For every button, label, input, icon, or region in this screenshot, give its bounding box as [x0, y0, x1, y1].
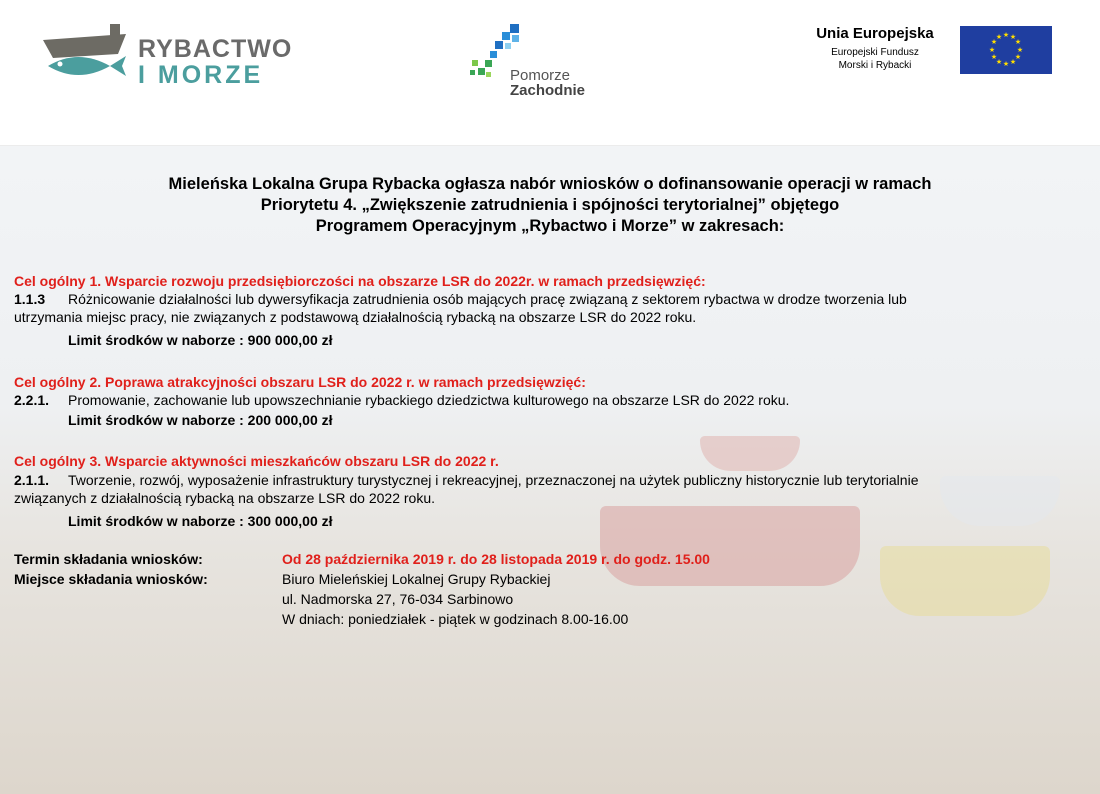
- section-1-heading: Cel ogólny 1. Wsparcie rozwoju przedsiębiorczości na obszarze LSR do 2022r. w ramach przedsięwzięć:: [14, 273, 706, 289]
- svg-text:★: ★: [1014, 38, 1022, 46]
- announcement-title-line3: Programem Operacyjnym „Rybactwo i Morze” w zakresach:: [315, 217, 785, 235]
- section-1-item: [14, 290, 1076, 326]
- place-line3: W dniach: poniedziałek - piątek w godzinach 8.00-16.00: [282, 611, 629, 627]
- section-3-limit: Limit środków w naborze : 300 000,00 zł: [68, 513, 333, 529]
- svg-text:★: ★: [1009, 58, 1017, 66]
- section-3-text-line1: Tworzenie, rozwój, wyposażenie infrastruktury turystycznej i rekreacyjnej, przeznaczonej na użytek publiczny historycznie lub terytorialnie: [68, 472, 919, 488]
- section-2-heading: Cel ogólny 2. Poprawa atrakcyjności obszaru LSR do 2022 r. w ramach przedsięwzięć:: [14, 374, 586, 390]
- section-3-heading: Cel ogólny 3. Wsparcie aktywności mieszkańców obszaru LSR do 2022 r.: [14, 453, 499, 469]
- svg-text:★: ★: [988, 46, 996, 54]
- announcement-title: [0, 174, 1100, 237]
- announcement-title-line1: Mieleńska Lokalna Grupa Rybacka ogłasza nabór wniosków o dofinansowanie operacji w ramach: [168, 175, 932, 193]
- section-1-limit: Limit środków w naborze : 900 000,00 zł: [68, 332, 333, 348]
- section-2-limit: Limit środków w naborze : 200 000,00 zł: [68, 412, 333, 428]
- section-3-code: 2.1.1.: [14, 472, 50, 488]
- pomorze-logo-line1: Pomorze: [510, 67, 571, 84]
- svg-text:★: ★: [1016, 46, 1024, 54]
- svg-text:★: ★: [1009, 33, 1017, 41]
- place-label: Miejsce składania wniosków:: [14, 571, 208, 587]
- section-2-item: [14, 391, 1076, 409]
- section-2-text-line1: Promowanie, zachowanie lub upowszechnianie rybackiego dziedzictwa kulturowego na obszarze LSR do 2022 roku.: [68, 392, 790, 408]
- svg-text:★: ★: [995, 58, 1003, 66]
- section-1-code: 1.1.3: [14, 291, 46, 307]
- section-3-text-line2: związanych z działalnością rybacką na obszarze LSR do 2022 roku.: [14, 490, 436, 506]
- svg-text:★: ★: [1002, 31, 1010, 39]
- eu-title: Unia Europejska: [816, 25, 934, 42]
- svg-text:★: ★: [995, 33, 1003, 41]
- section-3-item: [14, 471, 1076, 507]
- section-1-text-line1: Różnicowanie działalności lub dywersyfikacja zatrudnienia osób mających pracę związaną z sektorem rybactwa w drodze tworzenia lub: [68, 291, 907, 307]
- eu-subtitle-line2: Morski i Rybacki: [838, 60, 912, 71]
- announcement-title-line2: Priorytetu 4. „Zwiększenie zatrudnienia i spójności terytorialnej” objętego: [260, 196, 840, 214]
- section-1-text-line2: utrzymania miejsc pracy, nie związanych z podstawową działalnością rybacką na obszarze LSR do 2022 roku.: [14, 309, 697, 325]
- place-line2: ul. Nadmorska 27, 76-034 Sarbinowo: [282, 591, 514, 607]
- svg-text:★: ★: [990, 53, 998, 61]
- rybactwo-logo-line1: RYBACTWO: [138, 35, 293, 63]
- pomorze-logo-line2: Zachodnie: [510, 82, 586, 99]
- deadline-value: Od 28 października 2019 r. do 28 listopada 2019 r. do godz. 15.00: [282, 551, 710, 567]
- rybactwo-logo-line2: I MORZE: [138, 61, 264, 89]
- svg-text:★: ★: [1014, 53, 1022, 61]
- svg-text:★: ★: [990, 38, 998, 46]
- section-2-code: 2.2.1.: [14, 392, 50, 408]
- deadline-label: Termin składania wniosków:: [14, 551, 203, 567]
- place-line1: Biuro Mieleńskiej Lokalnej Grupy Rybackiej: [282, 571, 551, 587]
- eu-subtitle-line1: Europejski Fundusz: [831, 47, 919, 58]
- svg-text:★: ★: [1002, 60, 1010, 68]
